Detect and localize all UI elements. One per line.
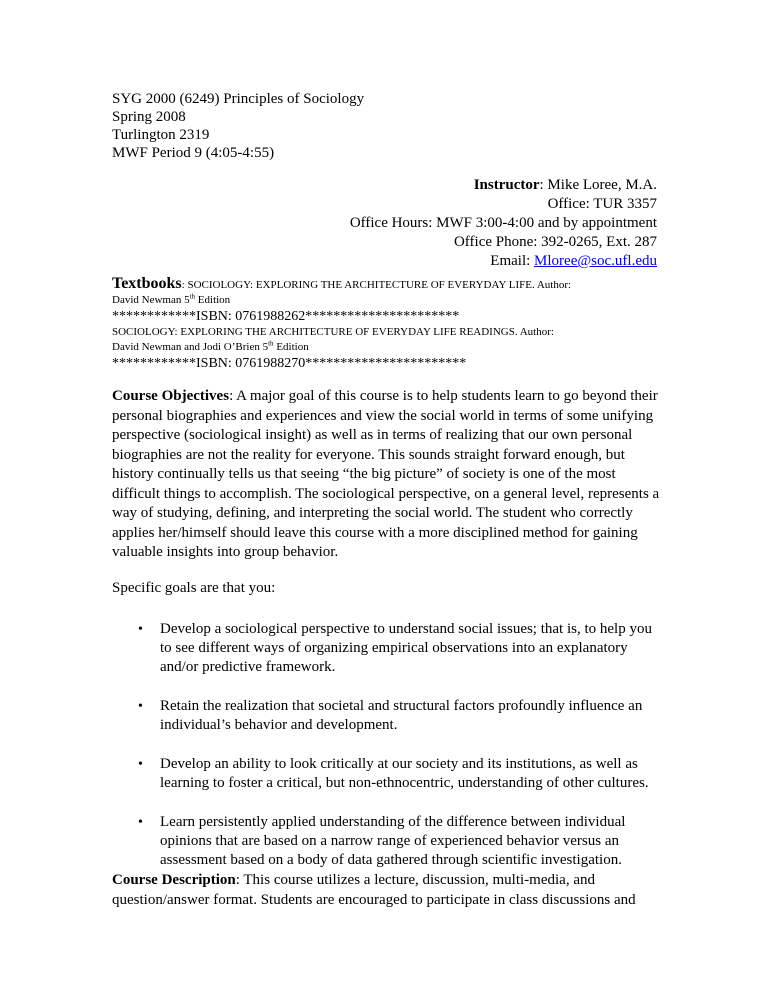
course-description: [112, 871, 660, 910]
book1-author-line: [112, 293, 672, 308]
book2-author-line: [112, 340, 672, 355]
book1-edition: Edition: [195, 294, 231, 306]
goal-text: Develop a sociological perspective to understand social issues; that is, to help you to see different ways of organizing empirical observations into an explanatory and/or predictive framework.: [160, 621, 652, 675]
description-text: : This course utilizes a lecture, discussion, multi-media, and question/answer format. Students are encouraged to participate in class discussions and: [112, 872, 636, 908]
list-item: [138, 620, 658, 677]
book2-author: David Newman and Jodi O’Brien 5: [112, 341, 269, 353]
list-item: [138, 755, 658, 793]
textbooks-section: [112, 276, 672, 372]
book2-title: SOCIOLOGY: EXPLORING THE ARCHITECTURE OF EVERYDAY LIFE READINGS. Author:: [112, 326, 554, 338]
book1-author: David Newman 5: [112, 294, 190, 306]
email-label: Email:: [490, 253, 535, 269]
list-item: [138, 697, 658, 735]
course-title: SYG 2000 (6249) Principles of Sociology: [112, 91, 365, 107]
course-term: Spring 2008: [112, 109, 186, 125]
instructor-phone: Office Phone: 392-0265, Ext. 287: [453, 234, 657, 250]
book2-edition: Edition: [273, 341, 309, 353]
objectives-text: : A major goal of this course is to help students learn to go beyond their personal biographies and experiences and view the social world in terms of some unifying perspective (sociological insight) as well as in terms of realizing that our own personal biographies are not the reality for everyone. This sounds straight forward enough, but history continually tells us that seeing “the big picture” of society is one of the most difficult things to accomplish. The sociological perspective, on a general level, represents a way of studying, defining, and interpreting the social world. The student who correctly applies her/himself should leave this course with a more disciplined method for gaining valuable insights into group behavior.: [112, 388, 660, 560]
instructor-name: : Mike Loree, M.A.: [539, 177, 657, 193]
email-link[interactable]: Mloree@soc.ufl.edu: [534, 253, 657, 269]
course-schedule: MWF Period 9 (4:05-4:55): [112, 145, 275, 161]
book2-sup: th: [268, 339, 274, 348]
book1-sup: th: [189, 292, 196, 301]
goals-intro: Specific goals are that you:: [112, 580, 276, 596]
goal-text: Retain the realization that societal and structural factors profoundly influence an individual’s behavior and development.: [160, 698, 643, 733]
instructor-office: Office: TUR 3357: [547, 196, 657, 212]
list-item: [138, 813, 658, 870]
course-room: Turlington 2319: [112, 127, 210, 143]
goal-text: Learn persistently applied understanding of the difference between individual opinions that are based on a narrow range of experienced behavior versus an assessment based on a body of data gathered through scientific investigation.: [160, 814, 626, 868]
book1-title-line: [112, 276, 672, 293]
instructor-email-line: [350, 252, 657, 271]
instructor-line: [350, 176, 657, 195]
bullet-icon: •: [138, 757, 143, 772]
instructor-block: [350, 176, 657, 271]
book2-isbn: ************ISBN: 0761988270***********************: [112, 356, 467, 371]
bullet-icon: •: [138, 815, 143, 830]
bullet-icon: •: [138, 622, 143, 637]
course-objectives: [112, 387, 660, 563]
goals-list: [138, 620, 658, 890]
course-header: [112, 90, 364, 162]
description-label: Course Description: [112, 872, 236, 888]
book1-title: : SOCIOLOGY: EXPLORING THE ARCHITECTURE OF EVERYDAY LIFE. Author:: [181, 279, 572, 291]
textbooks-label: Textbooks: [112, 275, 182, 292]
book1-isbn: ************ISBN: 0761988262**********************: [112, 309, 460, 324]
bullet-icon: •: [138, 699, 143, 714]
instructor-label: Instructor: [473, 177, 540, 193]
instructor-hours: Office Hours: MWF 3:00-4:00 and by appointment: [349, 215, 657, 231]
goal-text: Develop an ability to look critically at our society and its institutions, as well as learning to foster a critical, but non-ethnocentric, understanding of other cultures.: [160, 756, 649, 791]
objectives-label: Course Objectives: [112, 388, 230, 404]
